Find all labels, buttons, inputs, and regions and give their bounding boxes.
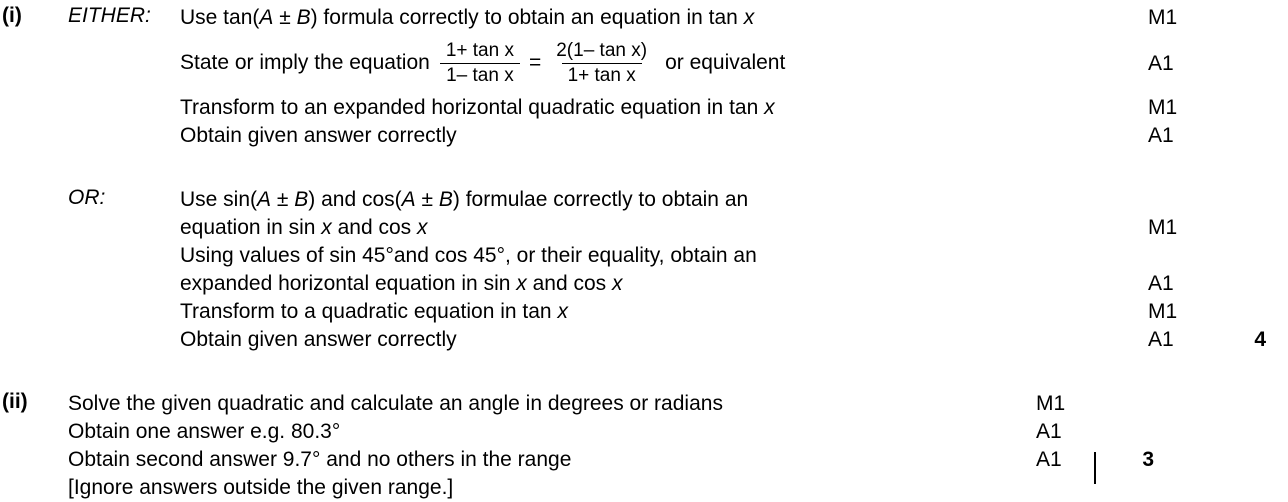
- mark-code: A1: [1148, 272, 1174, 295]
- mark-line: [180, 122, 1280, 150]
- mark-code: A1: [1148, 328, 1174, 351]
- mark-line: [180, 4, 1280, 32]
- mark-line-equation: [180, 32, 1280, 94]
- branch-either-body: [180, 4, 1288, 150]
- mark-line-text: Transform to an expanded horizontal quadratic equation in tan x: [180, 96, 775, 119]
- mark-line: [180, 94, 1280, 122]
- fraction-right-denominator: 1+ tan x: [562, 63, 642, 87]
- page-edge-rule: [1094, 452, 1096, 484]
- mark-line: [68, 418, 1168, 446]
- mark-line-text: [Ignore answers outside the given range.]: [68, 476, 454, 499]
- mark-line: [180, 186, 1280, 214]
- mark-line: [180, 214, 1280, 242]
- fraction-left-numerator: 1+ tan x: [445, 39, 514, 61]
- mark-code: M1: [1148, 96, 1178, 119]
- mark-code: M1: [1148, 216, 1178, 239]
- mark-line-text: equation in sin x and cos x: [180, 216, 428, 239]
- mark-line: [180, 270, 1280, 298]
- mark-line-text: Obtain given answer correctly: [180, 124, 457, 147]
- mark-line: [180, 242, 1280, 270]
- fraction-right-numerator: 2(1– tan x): [556, 39, 648, 61]
- mark-code: M1: [1036, 392, 1066, 415]
- mark-code: A1: [1036, 448, 1062, 471]
- fraction-right: [550, 40, 653, 87]
- mark-total: 3: [1142, 448, 1154, 471]
- mark-line-text: expanded horizontal equation in sin x and cos x: [180, 272, 623, 295]
- section-gap: [0, 150, 1100, 186]
- mark-code: A1: [1148, 124, 1174, 147]
- branch-label-or: OR:: [68, 186, 106, 209]
- mark-line: [68, 474, 1168, 502]
- mark-line-text: Obtain one answer e.g. 80.3°: [68, 420, 341, 443]
- section-gap: [0, 354, 1100, 390]
- mark-code: A1: [1148, 52, 1174, 75]
- section-part-i-or: [0, 186, 1266, 354]
- mark-line: [68, 446, 1168, 474]
- mark-code: M1: [1148, 300, 1178, 323]
- equals-sign: =: [528, 51, 542, 74]
- mark-line-text: Solve the given quadratic and calculate an angle in degrees or radians: [68, 392, 723, 415]
- part-label-i: (i): [2, 4, 22, 27]
- section-part-ii: [0, 390, 1154, 502]
- section-part-i-either: [0, 4, 1178, 150]
- mark-line-text: Using values of sin 45°and cos 45°, or their equality, obtain an: [180, 244, 757, 267]
- part-ii-body: [68, 390, 1176, 502]
- mark-line: [180, 298, 1280, 326]
- equation-tail-text: or equivalent: [665, 51, 786, 74]
- branch-label-either: EITHER:: [68, 4, 151, 27]
- mark-line-text: Use sin(A ± B) and cos(A ± B) formulae correctly to obtain an: [180, 188, 749, 211]
- mark-line-text: Transform to a quadratic equation in tan x: [180, 300, 568, 323]
- mark-line-text: Use tan(A ± B) formula correctly to obtain an equation in tan x: [180, 6, 755, 29]
- fraction-left: [440, 40, 520, 87]
- fraction-left-denominator: 1– tan x: [440, 63, 520, 87]
- branch-or-body: [180, 186, 1288, 354]
- part-label-ii: (ii): [2, 390, 28, 413]
- mark-line-text: [180, 32, 1142, 94]
- mark-code: M1: [1148, 6, 1178, 29]
- mark-line-text: Obtain given answer correctly: [180, 328, 457, 351]
- mark-line: [180, 326, 1280, 354]
- mark-line: [68, 390, 1168, 418]
- equation-row: [180, 32, 1134, 94]
- mark-total: 4: [1254, 328, 1266, 351]
- equation-lead-text: State or imply the equation: [180, 51, 430, 74]
- mark-line-text: Obtain second answer 9.7° and no others in the range: [68, 448, 572, 471]
- mark-code: A1: [1036, 420, 1062, 443]
